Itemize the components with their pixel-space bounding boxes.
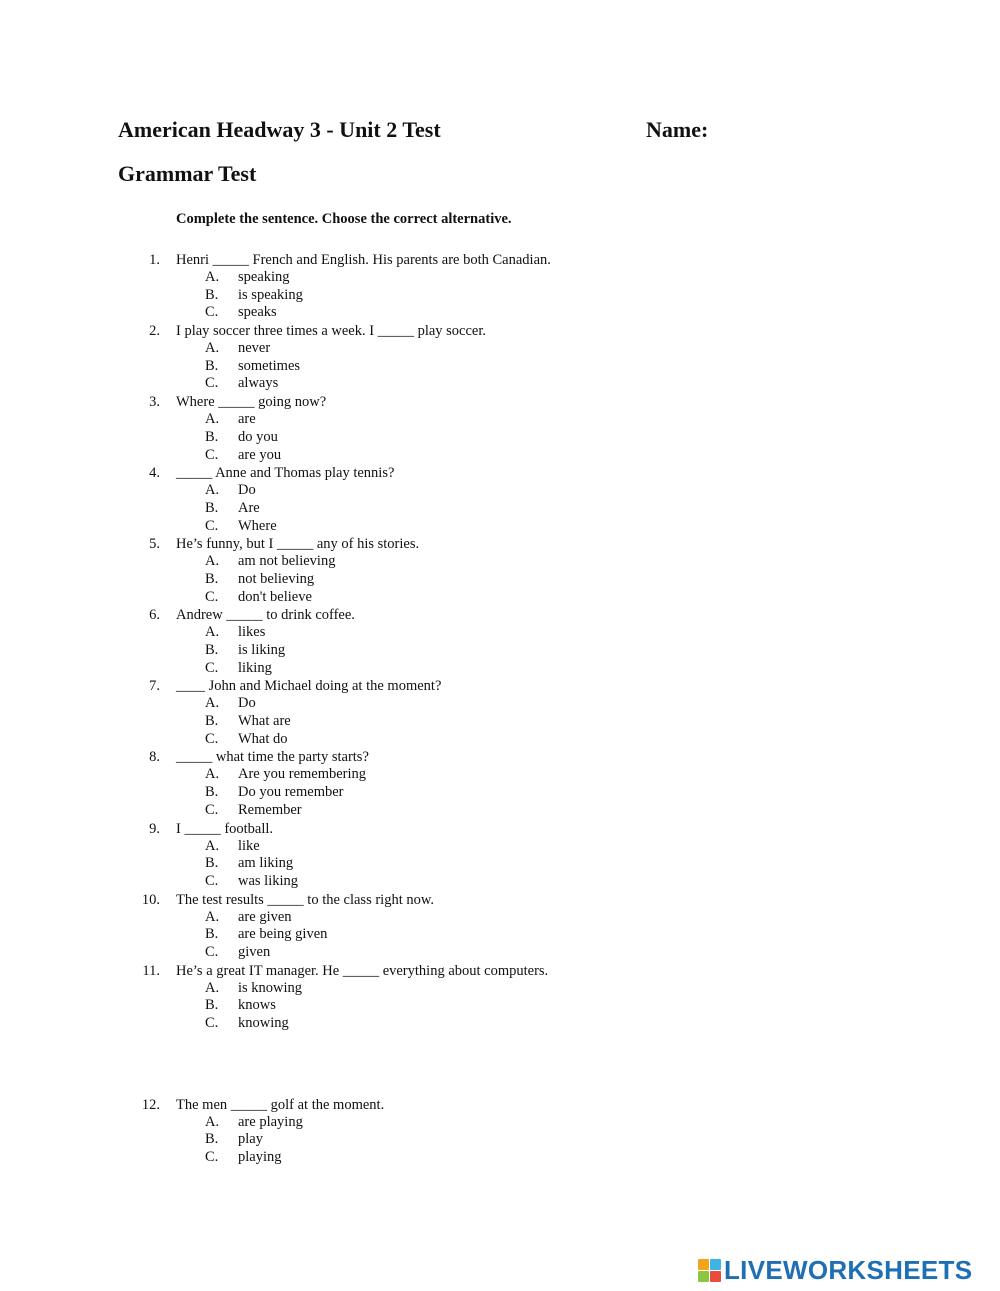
answer-option bbox=[0, 304, 1000, 322]
section-title: Grammar Test bbox=[118, 161, 257, 186]
question-line bbox=[0, 1096, 1000, 1114]
question-item bbox=[0, 535, 1000, 606]
question-item bbox=[0, 748, 1000, 819]
question-number: 11. bbox=[142, 962, 160, 979]
option-text: always bbox=[238, 375, 279, 392]
option-text: am not believing bbox=[238, 553, 336, 570]
question-text: Where _____ going now? bbox=[176, 394, 327, 411]
logo-square bbox=[698, 1271, 709, 1282]
question-number: 6. bbox=[149, 607, 160, 624]
option-text: is knowing bbox=[238, 979, 303, 996]
answer-option bbox=[0, 624, 1000, 642]
question-line bbox=[0, 393, 1000, 411]
option-letter: C. bbox=[205, 375, 219, 392]
question-item bbox=[0, 606, 1000, 677]
answer-option bbox=[0, 269, 1000, 287]
answer-option bbox=[0, 1131, 1000, 1149]
answer-option bbox=[0, 1114, 1000, 1132]
question-text: _____ Anne and Thomas play tennis? bbox=[176, 465, 395, 482]
answer-option bbox=[0, 1015, 1000, 1033]
logo-square bbox=[710, 1259, 721, 1270]
option-text: playing bbox=[238, 1149, 282, 1166]
option-letter: B. bbox=[205, 642, 219, 658]
option-letter: B. bbox=[205, 784, 219, 801]
option-letter: B. bbox=[205, 855, 219, 872]
question-number: 1. bbox=[149, 252, 160, 268]
answer-option bbox=[0, 447, 1000, 465]
question-number: 8. bbox=[149, 749, 160, 766]
question-line bbox=[0, 820, 1000, 838]
option-letter: B. bbox=[205, 499, 219, 516]
answer-option bbox=[0, 1149, 1000, 1167]
instructions: Complete the sentence. Choose the correct alternative. bbox=[176, 211, 512, 227]
question-list bbox=[0, 251, 1000, 1167]
option-text: Are you remembering bbox=[238, 766, 367, 783]
question-item bbox=[0, 820, 1000, 891]
question-line bbox=[0, 606, 1000, 624]
option-text: like bbox=[238, 837, 260, 854]
option-letter: B. bbox=[205, 997, 219, 1014]
option-text: not believing bbox=[238, 570, 315, 587]
option-text: knowing bbox=[238, 1015, 289, 1031]
option-letter: A. bbox=[205, 411, 220, 428]
answer-option bbox=[0, 784, 1000, 802]
option-text: Do you remember bbox=[238, 784, 344, 801]
page-title: American Headway 3 - Unit 2 Test bbox=[118, 117, 441, 142]
option-text: sometimes bbox=[238, 357, 301, 374]
question-text: Henri _____ French and English. His parents are both Canadian. bbox=[176, 252, 551, 268]
option-letter: C. bbox=[205, 659, 219, 676]
question-line bbox=[0, 891, 1000, 909]
option-text: Remember bbox=[238, 801, 302, 818]
question-text: _____ what time the party starts? bbox=[176, 749, 369, 766]
name-label: Name: bbox=[646, 117, 709, 142]
answer-option bbox=[0, 944, 1000, 962]
option-letter: C. bbox=[205, 1149, 219, 1166]
question-item bbox=[0, 322, 1000, 393]
option-letter: A. bbox=[205, 837, 220, 854]
question-number: 9. bbox=[149, 820, 160, 837]
question-number: 7. bbox=[149, 678, 160, 695]
question-number: 3. bbox=[149, 394, 160, 411]
option-letter: A. bbox=[205, 695, 220, 712]
option-text: are given bbox=[238, 908, 292, 925]
question-number: 12. bbox=[141, 1096, 160, 1113]
answer-option bbox=[0, 518, 1000, 536]
question-line bbox=[0, 251, 1000, 269]
question-line bbox=[0, 748, 1000, 766]
answer-option bbox=[0, 340, 1000, 358]
option-letter: C. bbox=[205, 517, 219, 534]
question-text: I play soccer three times a week. I _____ play soccer. bbox=[176, 323, 487, 340]
option-text: Do bbox=[238, 695, 256, 712]
question-line bbox=[0, 962, 1000, 980]
option-text: Are bbox=[238, 499, 260, 516]
option-letter: A. bbox=[205, 1113, 220, 1130]
option-letter: A. bbox=[205, 979, 220, 996]
option-text: is speaking bbox=[238, 286, 303, 303]
option-letter: B. bbox=[205, 286, 219, 303]
answer-option bbox=[0, 926, 1000, 944]
option-letter: A. bbox=[205, 553, 220, 570]
answer-option bbox=[0, 375, 1000, 393]
question-line bbox=[0, 322, 1000, 340]
answer-option bbox=[0, 287, 1000, 305]
logo-text: LIVEWORKSHEETS bbox=[724, 1254, 973, 1285]
option-letter: A. bbox=[205, 624, 220, 641]
question-item bbox=[0, 1096, 1000, 1167]
answer-option bbox=[0, 997, 1000, 1015]
answer-option bbox=[0, 660, 1000, 678]
option-letter: C. bbox=[205, 801, 219, 818]
option-text: don't believe bbox=[238, 588, 312, 605]
option-letter: C. bbox=[205, 730, 219, 747]
question-number: 5. bbox=[149, 536, 160, 553]
question-number: 10. bbox=[141, 891, 160, 908]
question-text: ____ John and Michael doing at the moment? bbox=[176, 678, 442, 695]
option-letter: C. bbox=[205, 588, 219, 605]
liveworksheets-logo-icon bbox=[698, 1259, 721, 1282]
question-item bbox=[0, 393, 1000, 464]
option-letter: C. bbox=[205, 1015, 219, 1031]
answer-option bbox=[0, 731, 1000, 749]
question-text: He’s a great IT manager. He _____ everything about computers. bbox=[176, 962, 549, 979]
option-letter: B. bbox=[205, 570, 219, 587]
option-text: play bbox=[238, 1131, 263, 1148]
option-letter: B. bbox=[205, 926, 219, 943]
option-letter: C. bbox=[205, 943, 219, 960]
liveworksheets-logo bbox=[698, 1255, 972, 1285]
option-letter: B. bbox=[205, 1131, 219, 1148]
question-text: The men _____ golf at the moment. bbox=[176, 1096, 385, 1113]
answer-option bbox=[0, 482, 1000, 500]
answer-option bbox=[0, 358, 1000, 376]
answer-option bbox=[0, 695, 1000, 713]
question-item bbox=[0, 962, 1000, 1033]
option-letter: A. bbox=[205, 766, 220, 783]
option-letter: A. bbox=[205, 340, 220, 357]
option-letter: A. bbox=[205, 269, 220, 285]
logo-square bbox=[698, 1259, 709, 1270]
question-number: 2. bbox=[149, 323, 160, 340]
option-letter: B. bbox=[205, 428, 219, 445]
question-text: He’s funny, but I _____ any of his stories. bbox=[176, 536, 420, 553]
answer-option bbox=[0, 411, 1000, 429]
option-text: knows bbox=[238, 997, 276, 1014]
answer-option bbox=[0, 909, 1000, 927]
option-text: never bbox=[238, 340, 271, 357]
option-text: speaking bbox=[238, 269, 290, 285]
option-letter: A. bbox=[205, 482, 220, 499]
option-text: do you bbox=[238, 428, 278, 445]
answer-option bbox=[0, 571, 1000, 589]
option-letter: C. bbox=[205, 872, 219, 889]
option-text: am liking bbox=[238, 855, 294, 872]
answer-option bbox=[0, 873, 1000, 891]
option-letter: B. bbox=[205, 357, 219, 374]
question-text: The test results _____ to the class right now. bbox=[176, 891, 435, 908]
question-item bbox=[0, 251, 1000, 322]
option-text: likes bbox=[238, 624, 266, 641]
option-text: Do bbox=[238, 482, 256, 499]
option-text: are playing bbox=[238, 1113, 303, 1130]
answer-option bbox=[0, 642, 1000, 660]
question-item bbox=[0, 677, 1000, 748]
question-text: Andrew _____ to drink coffee. bbox=[176, 607, 355, 624]
question-item bbox=[0, 891, 1000, 962]
option-text: given bbox=[238, 943, 271, 960]
option-text: liking bbox=[238, 659, 272, 676]
answer-option bbox=[0, 500, 1000, 518]
answer-option bbox=[0, 838, 1000, 856]
question-line bbox=[0, 535, 1000, 553]
option-letter: B. bbox=[205, 713, 219, 730]
option-text: Where bbox=[238, 517, 277, 534]
option-text: What do bbox=[238, 730, 288, 747]
page-gap bbox=[0, 1033, 1000, 1096]
answer-option bbox=[0, 553, 1000, 571]
option-text: are bbox=[238, 411, 256, 428]
question-line bbox=[0, 464, 1000, 482]
option-text: are you bbox=[238, 446, 282, 463]
question-item bbox=[0, 464, 1000, 535]
answer-option bbox=[0, 980, 1000, 998]
option-letter: A. bbox=[205, 908, 220, 925]
option-text: What are bbox=[238, 713, 291, 730]
answer-option bbox=[0, 802, 1000, 820]
answer-option bbox=[0, 713, 1000, 731]
answer-option bbox=[0, 429, 1000, 447]
answer-option bbox=[0, 766, 1000, 784]
answer-option bbox=[0, 855, 1000, 873]
option-text: speaks bbox=[238, 304, 277, 321]
logo-square bbox=[710, 1271, 721, 1282]
answer-option bbox=[0, 589, 1000, 607]
title-row bbox=[118, 117, 738, 147]
question-number: 4. bbox=[149, 465, 160, 482]
option-letter: C. bbox=[205, 446, 219, 463]
question-line bbox=[0, 677, 1000, 695]
option-text: was liking bbox=[238, 872, 299, 889]
question-text: I _____ football. bbox=[176, 820, 274, 837]
option-text: is liking bbox=[238, 642, 286, 658]
option-letter: C. bbox=[205, 304, 219, 321]
option-text: are being given bbox=[238, 926, 328, 943]
